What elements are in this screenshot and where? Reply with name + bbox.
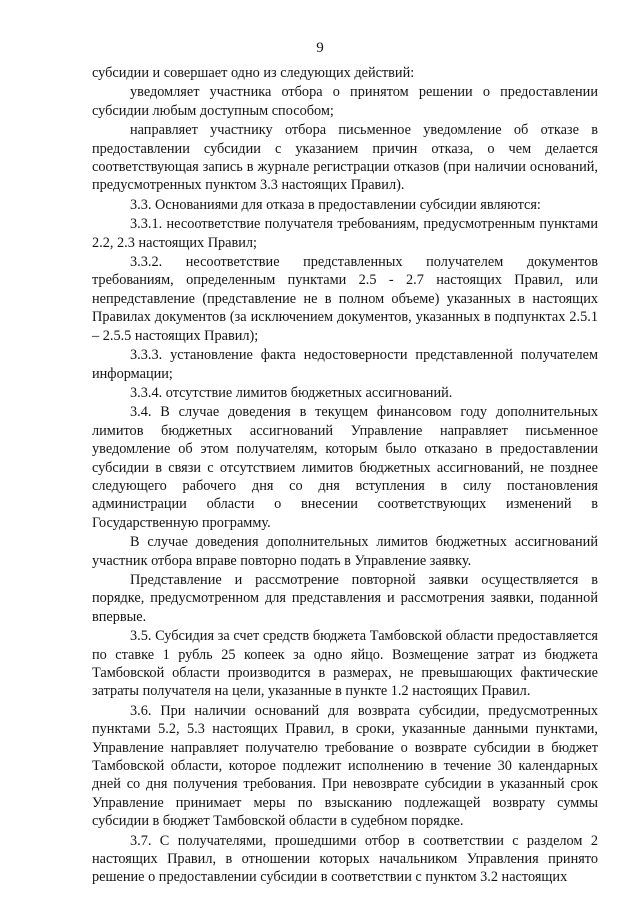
paragraph: субсидии и совершает одно из следующих действий: (92, 65, 415, 81)
paragraph: 3.7. С получателями, прошедшими отбор в соответствии с разделом 2 настоящих Правил, в отношении которых начальником Управления принято решение о предоставлении субсидии в соответствии с пунктом 3.2 настоящих (92, 832, 598, 886)
page-number: 9 (316, 40, 324, 56)
paragraph: направляет участнику отбора письменное уведомление об отказе в предоставлении субсидии с указанием причин отказа, о чем делается соответствующая запись в журнале регистрации отказов (при наличии оснований, предусмотренных пунктом 3.3 настоящих Правил). (92, 122, 598, 194)
paragraph: 3.3.4. отсутствие лимитов бюджетных ассигнований. (130, 384, 453, 401)
paragraph: 3.3.2. несоответствие представленных получателем документов требованиям, определенным пунктами 2.5 - 2.7 настоящих Правил, или непредставление (представление не в полном объеме) указанных в настоящих Правилах документов (за исключением документов, указанных в подпунктах 2.5.1 – 2.5.5 настоящих Правил); (92, 254, 598, 344)
paragraph: 3.3.1. несоответствие получателя требованиям, предусмотренным пунктами 2.2, 2.3 настоящих Правил; (92, 216, 598, 251)
paragraph: 3.4. В случае доведения в текущем финансовом году дополнительных лимитов бюджетных ассигнований Управление направляет письменное уведомление об этом получателям, которым было отказано в предоставлении субсидии в связи с отсутствием лимитов бюджетных ассигнований, не позднее следующего рабочего дня со дня вступления в силу постановления администрации области о внесении соответствующих изменений в Государственную программу. (92, 404, 598, 531)
document-body (92, 64, 598, 888)
paragraph: уведомляет участника отбора о принятом решении о предоставлении субсидии любым доступным способом; (92, 84, 598, 119)
paragraph: Представление и рассмотрение повторной заявки осуществляется в порядке, предусмотренном для представления и рассмотрения заявки, поданной впервые. (92, 571, 598, 625)
paragraph: 3.3.3. установление факта недостоверности представленной получателем информации; (92, 347, 598, 382)
paragraph: 3.3. Основаниями для отказа в предоставлении субсидии являются: (130, 196, 541, 213)
paragraph: 3.5. Субсидия за счет средств бюджета Тамбовской области предоставляется по ставке 1 рубль 25 копеек за одно яйцо. Возмещение затрат из бюджета Тамбовской области производится в размерах, не превышающих фактические затраты получателя на цели, указанные в пункте 1.2 настоящих Правил. (92, 628, 598, 700)
paragraph: В случае доведения дополнительных лимитов бюджетных ассигнований участник отбора вправе повторно подать в Управление заявку. (92, 534, 598, 569)
paragraph: 3.6. При наличии оснований для возврата субсидии, предусмотренных пунктами 5.2, 5.3 настоящих Правил, в сроки, указанные данными пунктами, Управление направляет получателю требование о возврате субсидии в бюджет Тамбовской области, которое подлежит исполнению в течение 30 календарных дней со дня получения требования. При невозврате субсидии в указанный срок Управление принимает меры по взысканию подлежащей возврату суммы субсидии в бюджет Тамбовской области в судебном порядке. (92, 702, 598, 830)
